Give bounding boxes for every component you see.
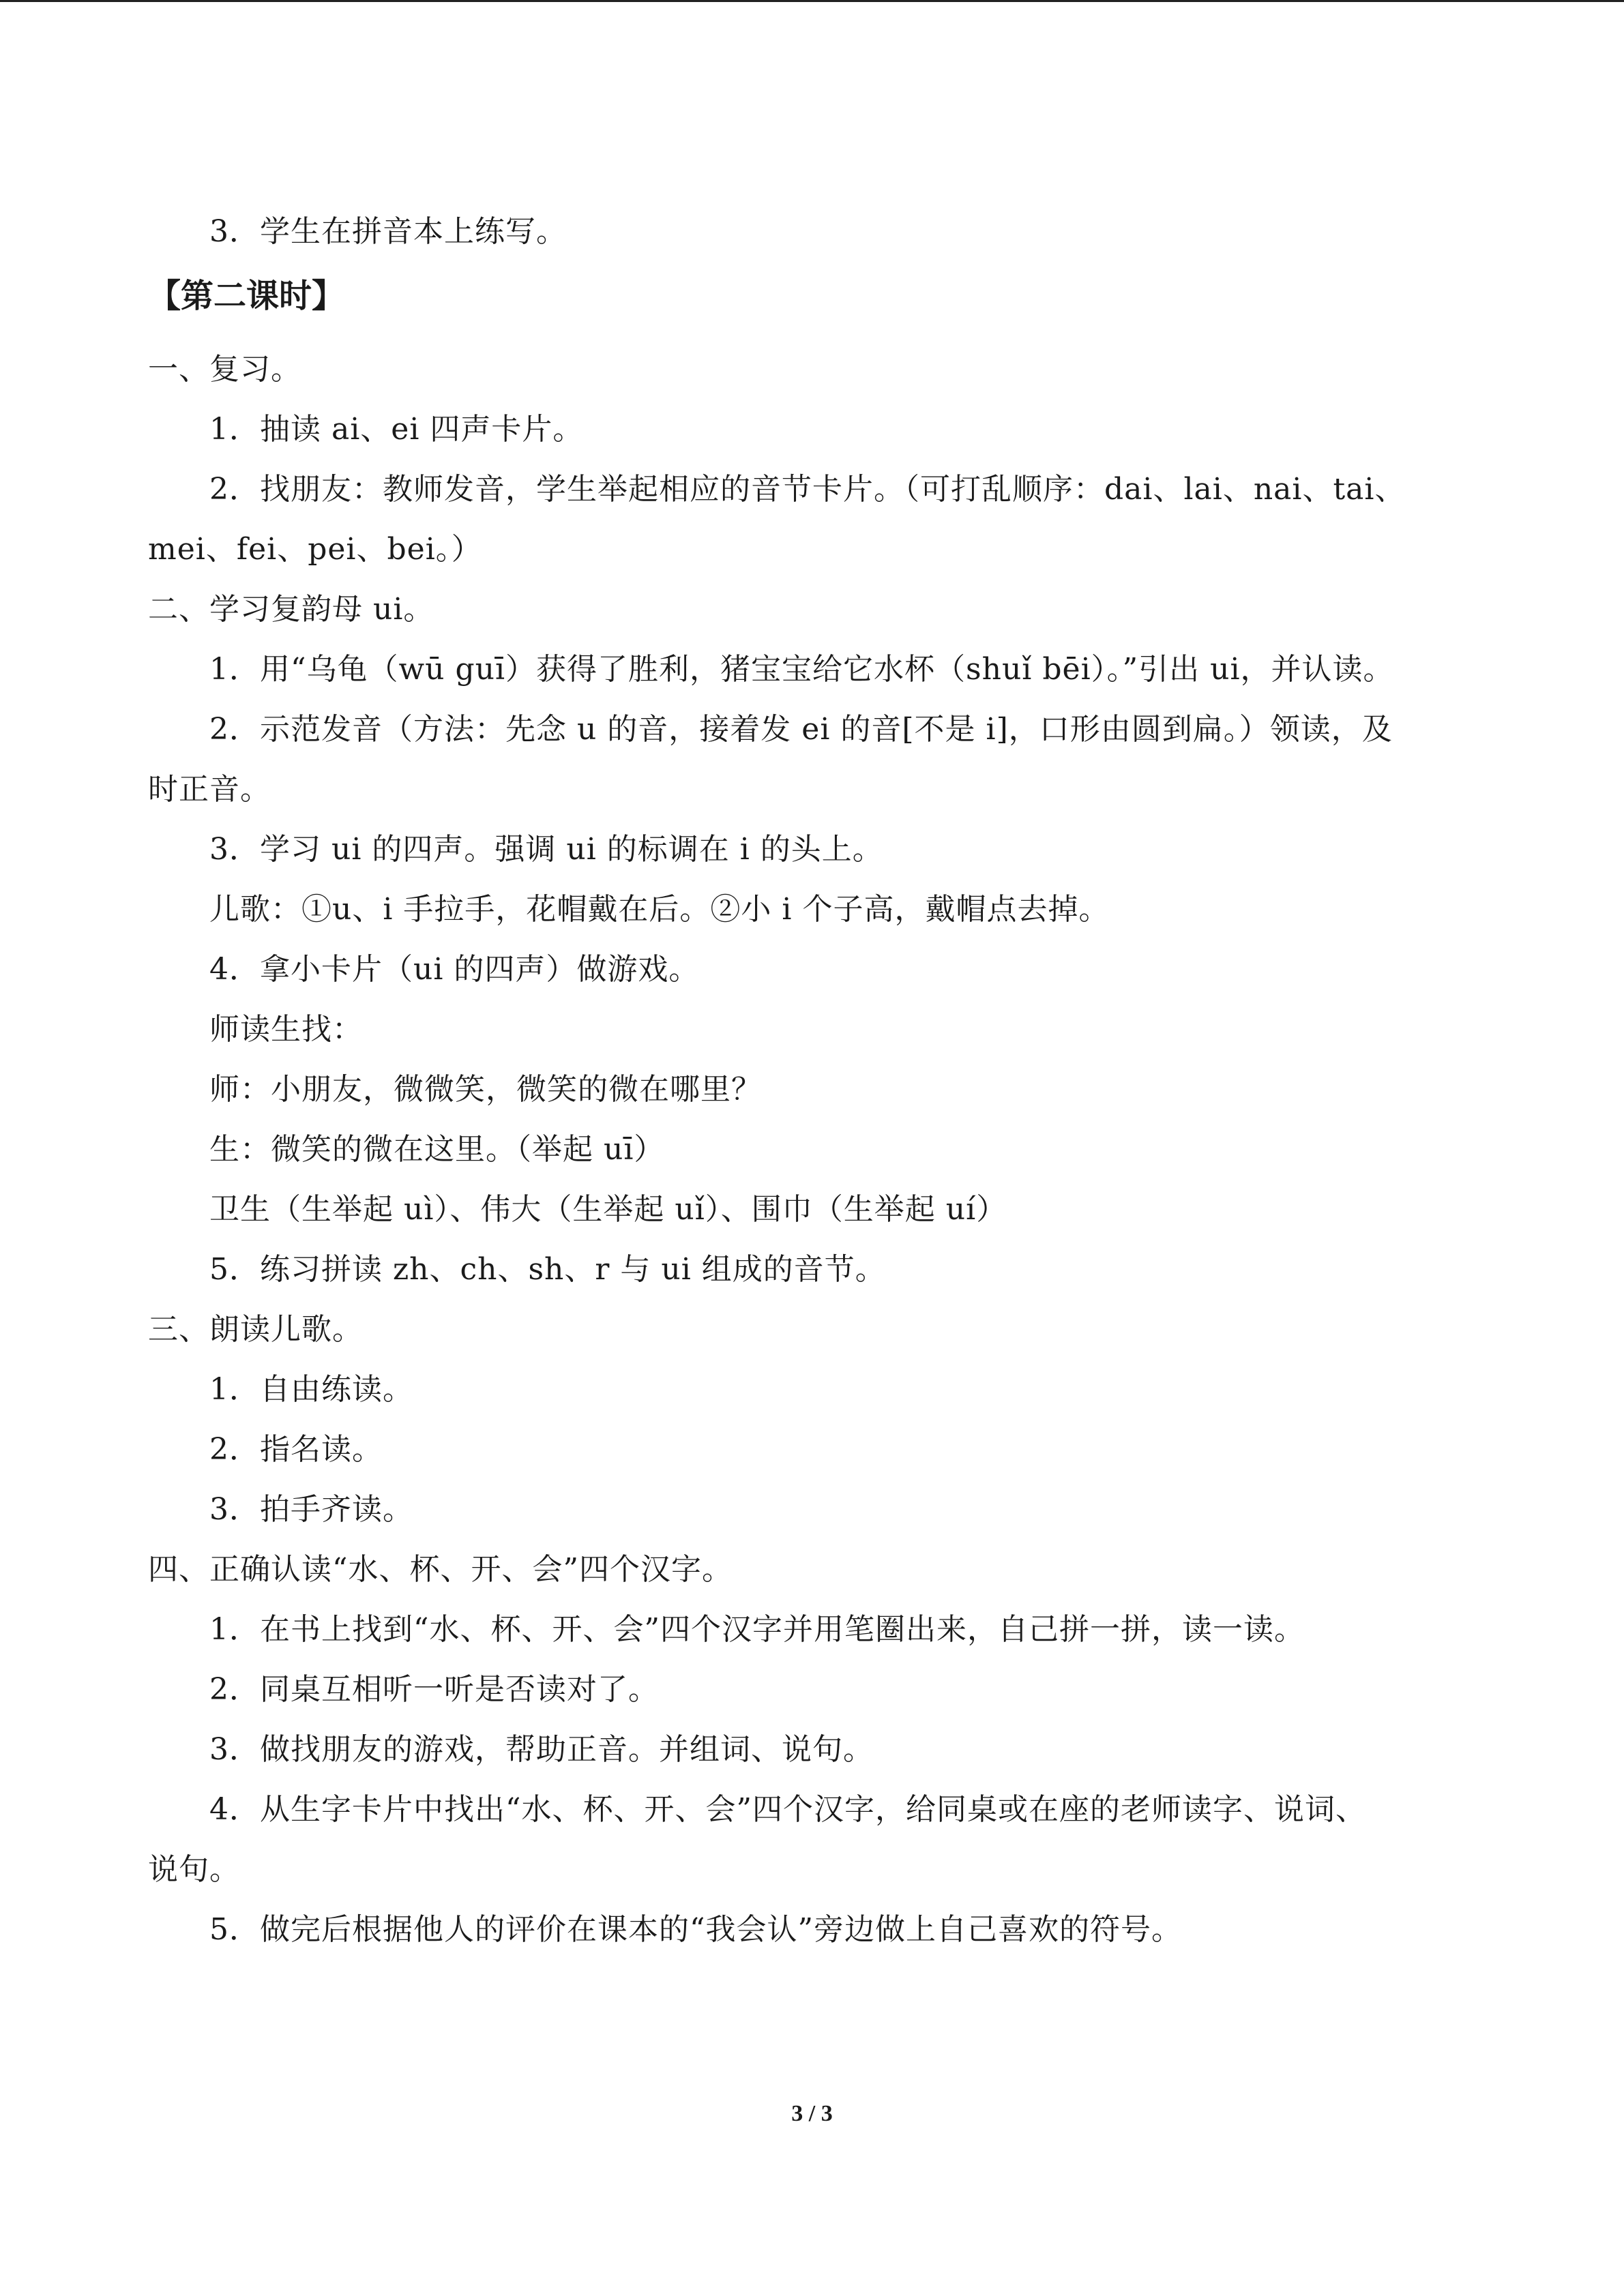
text-line-continuation: mei、fei、pei、bei。） (148, 532, 482, 567)
section-heading: 【第二课时】 (148, 277, 345, 315)
document-body (148, 202, 1468, 1960)
text-line-continuation: 说句。 (148, 1852, 240, 1887)
text-line: 师：小朋友，微微笑，微笑的微在哪里？ (209, 1072, 762, 1107)
text-line: 4．拿小卡片（ui 的四声）做游戏。 (209, 952, 700, 987)
text-line-continuation: 时正音。 (148, 772, 271, 807)
text-line: 1．用“乌龟（wū guī）获得了胜利，猪宝宝给它水杯（shuǐ bēi）。”引出 ui，并认读。 (209, 652, 1394, 687)
text-line: 卫生（生举起 uì）、伟大（生举起 uǐ）、围巾（生举起 uí） (209, 1192, 1007, 1227)
text-line: 5．做完后根据他人的评价在课本的“我会认”旁边做上自己喜欢的符号。 (209, 1912, 1182, 1947)
top-border-line (0, 0, 1624, 2)
text-line: 2．指名读。 (209, 1432, 383, 1467)
text-line: 2．同桌互相听一听是否读对了。 (209, 1672, 659, 1707)
text-line: 师读生找： (209, 1012, 363, 1047)
text-line: 1．抽读 ai、ei 四声卡片。 (209, 412, 584, 447)
text-line: 3．拍手齐读。 (209, 1492, 413, 1527)
text-line: 2．找朋友：教师发音，学生举起相应的音节卡片。（可打乱顺序：dai、lai、nai、tai、 (209, 472, 1406, 507)
page-number: 3 / 3 (791, 2101, 833, 2126)
text-line: 儿歌：①u、i 手拉手，花帽戴在后。②小 i 个子高，戴帽点去掉。 (209, 892, 1110, 927)
section-title: 二、学习复韵母 ui。 (148, 592, 434, 627)
text-line: 3．做找朋友的游戏，帮助正音。并组词、说句。 (209, 1732, 874, 1767)
text-line: 2．示范发音（方法：先念 u 的音，接着发 ei 的音[不是 i]，口形由圆到扁。）领读，及 (209, 712, 1393, 747)
text-line: 3．学习 ui 的四声。强调 ui 的标调在 i 的头上。 (209, 832, 883, 867)
text-line: 1．在书上找到“水、杯、开、会”四个汉字并用笔圈出来，自己拼一拼，读一读。 (209, 1612, 1305, 1647)
text-line: 3．学生在拼音本上练写。 (209, 214, 567, 249)
section-title: 三、朗读儿歌。 (148, 1312, 363, 1347)
text-line: 1．自由练读。 (209, 1372, 413, 1407)
text-line: 5．练习拼读 zh、ch、sh、r 与 ui 组成的音节。 (209, 1252, 886, 1287)
text-line: 4．从生字卡片中找出“水、杯、开、会”四个汉字，给同桌或在座的老师读字、说词、 (209, 1792, 1366, 1827)
section-title: 一、复习。 (148, 352, 301, 387)
text-line: 生：微笑的微在这里。（举起 uī） (209, 1132, 665, 1167)
section-title: 四、正确认读“水、杯、开、会”四个汉字。 (148, 1552, 733, 1587)
